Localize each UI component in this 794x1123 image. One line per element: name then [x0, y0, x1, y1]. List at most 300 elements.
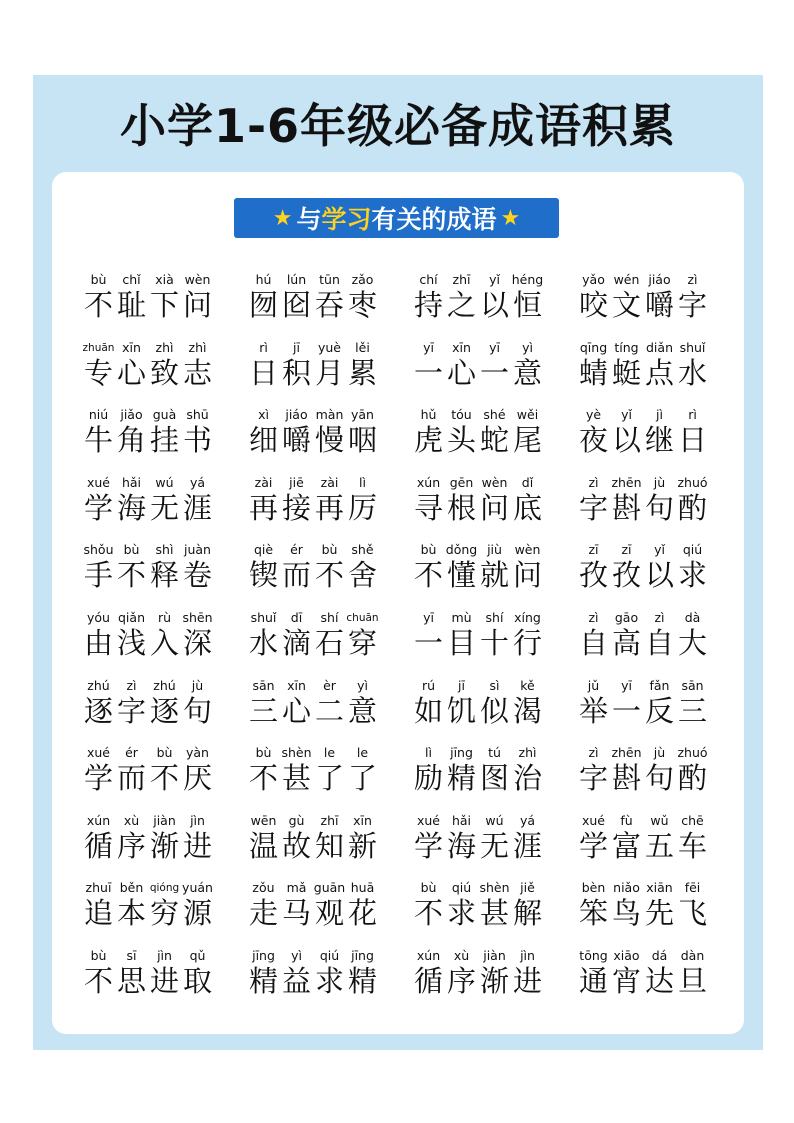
pinyin: zhī	[452, 272, 471, 287]
idiom-characters	[247, 475, 379, 525]
pinyin: zhuān	[82, 341, 115, 354]
character-cell	[445, 813, 478, 863]
hanzi: 思	[116, 964, 146, 998]
character-cell	[115, 542, 148, 592]
character-cell	[412, 407, 445, 457]
pinyin: xīn	[122, 339, 141, 355]
character-cell	[643, 948, 676, 998]
hanzi: 五	[644, 828, 674, 863]
pinyin: jìn	[157, 948, 172, 963]
character-cell	[577, 880, 610, 930]
hanzi: 渐	[479, 964, 509, 998]
pinyin: bèn	[581, 880, 606, 896]
pinyin: zhú	[153, 677, 176, 693]
idiom-characters	[247, 745, 379, 795]
character-cell	[115, 610, 148, 660]
hanzi: 耻	[116, 288, 146, 322]
character-cell	[412, 813, 445, 863]
character-cell	[412, 880, 445, 930]
pinyin: jìn	[190, 812, 205, 828]
hanzi: 益	[281, 964, 311, 998]
pinyin: sān	[681, 677, 704, 693]
pinyin: jī	[293, 339, 300, 355]
idiom-characters	[577, 745, 709, 795]
character-cell	[181, 407, 214, 457]
character-cell	[676, 542, 709, 592]
hanzi: 以	[611, 423, 641, 458]
idiom-item	[247, 542, 387, 600]
idiom-item	[412, 948, 552, 1006]
hanzi: 一	[413, 355, 443, 390]
pinyin: fēi	[684, 880, 701, 896]
hanzi: 取	[182, 964, 212, 998]
hanzi: 意	[347, 693, 377, 728]
idiom-characters	[412, 813, 544, 863]
character-cell	[280, 542, 313, 592]
character-cell	[577, 475, 610, 525]
hanzi: 不	[314, 558, 344, 593]
hanzi: 花	[347, 896, 377, 931]
pinyin: yuè	[317, 339, 341, 355]
pinyin: yuán	[182, 880, 213, 896]
character-cell	[610, 948, 643, 998]
pinyin: xún	[416, 474, 441, 490]
idiom-item	[577, 407, 717, 465]
pinyin: rú	[421, 677, 436, 693]
idiom-item	[82, 813, 222, 871]
pinyin: guà	[152, 407, 177, 423]
character-cell	[643, 475, 676, 525]
character-cell	[313, 678, 346, 728]
pinyin: bù	[420, 542, 437, 558]
hanzi: 车	[677, 828, 707, 863]
character-cell	[346, 475, 379, 525]
character-cell	[82, 678, 115, 728]
pinyin: jī	[458, 677, 465, 693]
hanzi: 字	[578, 761, 608, 796]
pinyin: zhì	[155, 339, 174, 355]
hanzi: 观	[314, 896, 344, 931]
pinyin: kě	[520, 677, 535, 693]
character-cell	[82, 542, 115, 592]
pinyin: chí	[419, 272, 438, 287]
pinyin: zhì	[518, 745, 537, 761]
character-cell	[82, 948, 115, 998]
pinyin: dá	[651, 948, 668, 963]
hanzi: 似	[479, 693, 509, 728]
idiom-item	[577, 813, 717, 871]
character-cell	[511, 272, 544, 322]
pinyin: ér	[290, 542, 303, 558]
character-cell	[148, 745, 181, 795]
character-cell	[478, 745, 511, 795]
pinyin: dǐ	[521, 474, 534, 490]
hanzi: 一	[479, 355, 509, 390]
idiom-item	[82, 610, 222, 668]
hanzi: 厉	[347, 490, 377, 525]
pinyin: xù	[123, 812, 140, 828]
hanzi: 二	[314, 693, 344, 728]
idiom-item	[412, 272, 552, 330]
character-cell	[346, 678, 379, 728]
character-cell	[610, 340, 643, 390]
pinyin: shuǐ	[250, 610, 277, 625]
character-cell	[577, 678, 610, 728]
character-cell	[676, 880, 709, 930]
hanzi: 牛	[83, 423, 113, 458]
star-icon-left: ★	[272, 205, 293, 231]
character-cell	[247, 610, 280, 660]
idiom-characters	[577, 407, 709, 457]
character-cell	[148, 407, 181, 457]
idiom-characters	[412, 340, 544, 390]
hanzi: 求	[446, 896, 476, 931]
hanzi: 日	[248, 355, 278, 390]
character-cell	[346, 610, 379, 660]
pinyin: lěi	[355, 339, 370, 355]
idiom-characters	[577, 340, 709, 390]
hanzi: 本	[116, 896, 146, 931]
hanzi: 问	[182, 288, 212, 322]
idiom-characters	[82, 407, 214, 457]
pinyin: tóu	[451, 407, 472, 423]
hanzi: 鸟	[611, 896, 641, 931]
hanzi: 致	[149, 355, 179, 390]
hanzi: 志	[182, 355, 212, 390]
pinyin: jīng	[450, 745, 473, 761]
idiom-characters	[247, 340, 379, 390]
hanzi: 嚼	[281, 423, 311, 458]
pinyin: huā	[350, 880, 375, 896]
pinyin: bù	[156, 745, 173, 761]
character-cell	[247, 880, 280, 930]
idiom-item	[412, 407, 552, 465]
pinyin: gù	[288, 812, 305, 828]
character-cell	[280, 745, 313, 795]
hanzi: 以	[644, 558, 674, 593]
pinyin: yá	[519, 812, 536, 828]
idiom-characters	[82, 745, 214, 795]
pinyin: lì	[425, 745, 432, 761]
idiom-characters	[577, 272, 709, 322]
hanzi: 如	[413, 693, 443, 728]
hanzi: 无	[479, 828, 509, 863]
idiom-item	[412, 340, 552, 398]
hanzi: 求	[314, 964, 344, 998]
pinyin: xún	[416, 948, 441, 963]
pinyin: shì	[155, 542, 174, 558]
character-cell	[445, 340, 478, 390]
idiom-characters	[247, 813, 379, 863]
character-cell	[313, 813, 346, 863]
pinyin: yè	[585, 407, 602, 423]
character-cell	[313, 542, 346, 592]
hanzi: 渐	[149, 828, 179, 863]
hanzi: 自	[578, 626, 608, 660]
pinyin: wú	[485, 812, 504, 828]
hanzi: 富	[611, 828, 641, 863]
character-cell	[445, 880, 478, 930]
character-cell	[445, 475, 478, 525]
hanzi: 而	[281, 558, 311, 593]
pinyin: jù	[653, 745, 666, 761]
idiom-characters	[412, 745, 544, 795]
hanzi: 枣	[347, 288, 377, 322]
idiom-item	[82, 340, 222, 398]
character-cell	[181, 813, 214, 863]
idiom-characters	[412, 948, 544, 998]
hanzi: 不	[83, 288, 113, 322]
pinyin: wén	[613, 272, 640, 287]
pinyin: zhēn	[611, 745, 642, 761]
hanzi: 海	[446, 828, 476, 863]
character-cell	[346, 542, 379, 592]
hanzi: 句	[182, 693, 212, 728]
hanzi: 酌	[677, 490, 707, 525]
pinyin: dǒng	[445, 542, 478, 558]
pinyin: jīng	[351, 948, 374, 963]
pinyin: bù	[255, 745, 272, 761]
pinyin: bù	[90, 272, 107, 287]
hanzi: 学	[83, 761, 113, 796]
idiom-item	[247, 948, 387, 1006]
idiom-characters	[412, 678, 544, 728]
hanzi: 精	[446, 761, 476, 796]
pinyin: zì	[687, 272, 698, 287]
hanzi: 水	[677, 355, 707, 390]
idiom-item	[577, 880, 717, 938]
character-cell	[511, 813, 544, 863]
character-cell	[148, 948, 181, 998]
pinyin: xīn	[452, 339, 471, 355]
pinyin: zī	[621, 542, 632, 558]
idiom-item	[82, 678, 222, 736]
pinyin: zì	[588, 474, 599, 490]
character-cell	[610, 745, 643, 795]
character-cell	[412, 542, 445, 592]
pinyin: rì	[259, 339, 268, 355]
pinyin: qǔ	[189, 948, 206, 963]
hanzi: 日	[677, 423, 707, 458]
character-cell	[247, 340, 280, 390]
character-cell	[313, 272, 346, 322]
character-cell	[610, 610, 643, 660]
idiom-item	[577, 745, 717, 803]
hanzi: 追	[83, 896, 113, 931]
pinyin: shū	[186, 407, 209, 423]
hanzi: 恒	[512, 288, 542, 322]
hanzi: 再	[248, 490, 278, 525]
pinyin: shé	[483, 407, 506, 423]
idiom-characters	[577, 813, 709, 863]
character-cell	[181, 745, 214, 795]
pinyin: diǎn	[646, 339, 673, 355]
character-cell	[247, 813, 280, 863]
hanzi: 穷	[149, 896, 179, 931]
hanzi: 寻	[413, 490, 443, 525]
hanzi: 虎	[413, 423, 443, 458]
pinyin: xún	[86, 812, 111, 828]
hanzi: 慢	[314, 423, 344, 458]
idiom-item	[82, 475, 222, 533]
character-cell	[115, 340, 148, 390]
character-cell	[511, 340, 544, 390]
idiom-item	[577, 948, 717, 1006]
hanzi: 学	[413, 828, 443, 863]
character-cell	[643, 340, 676, 390]
idiom-characters	[577, 678, 709, 728]
character-cell	[346, 813, 379, 863]
character-cell	[511, 678, 544, 728]
idiom-item	[247, 475, 387, 533]
pinyin: zài	[320, 474, 339, 490]
pinyin: jiàn	[153, 812, 176, 828]
hanzi: 咬	[578, 288, 608, 322]
pinyin: qiǎn	[118, 610, 145, 625]
pinyin: mǎ	[286, 880, 307, 896]
character-cell	[610, 407, 643, 457]
pinyin: shèn	[479, 880, 510, 896]
pinyin: rù	[157, 610, 172, 625]
hanzi: 蛇	[479, 423, 509, 458]
pinyin: xiān	[646, 880, 673, 896]
pinyin: yǐ	[621, 407, 632, 423]
pinyin: xīn	[287, 677, 306, 693]
character-cell	[445, 948, 478, 998]
hanzi: 之	[446, 288, 476, 322]
character-cell	[148, 475, 181, 525]
hanzi: 不	[248, 761, 278, 796]
pinyin: héng	[511, 272, 544, 287]
pinyin: zhú	[87, 677, 110, 693]
pinyin: zhuó	[677, 745, 708, 761]
character-cell	[280, 813, 313, 863]
character-cell	[148, 542, 181, 592]
pinyin: niǎo	[613, 880, 640, 896]
character-cell	[115, 475, 148, 525]
pinyin: yá	[189, 474, 206, 490]
hanzi: 目	[446, 626, 476, 660]
character-cell	[610, 880, 643, 930]
idiom-characters	[577, 475, 709, 525]
pinyin: xiāo	[613, 948, 640, 963]
pinyin: yī	[621, 677, 632, 693]
character-cell	[676, 610, 709, 660]
pinyin: wèn	[514, 542, 541, 558]
hanzi: 逐	[149, 693, 179, 728]
hanzi: 入	[149, 626, 179, 660]
character-cell	[478, 678, 511, 728]
hanzi: 三	[677, 693, 707, 728]
character-cell	[478, 880, 511, 930]
pinyin: le	[356, 745, 369, 761]
character-cell	[148, 813, 181, 863]
character-cell	[676, 340, 709, 390]
hanzi: 解	[512, 896, 542, 931]
hanzi: 海	[116, 490, 146, 525]
hanzi: 不	[413, 558, 443, 593]
pinyin: fù	[620, 812, 633, 828]
pinyin: zì	[588, 610, 599, 625]
pinyin: ér	[125, 745, 138, 761]
pinyin: zī	[588, 542, 599, 558]
idiom-characters	[82, 272, 214, 322]
hanzi: 学	[83, 490, 113, 525]
character-cell	[511, 542, 544, 592]
pinyin: xià	[155, 272, 174, 287]
pinyin: yì	[291, 948, 302, 963]
character-cell	[445, 745, 478, 795]
pinyin: tūn	[319, 272, 340, 287]
pinyin: shèn	[281, 745, 312, 761]
hanzi: 涯	[182, 490, 212, 525]
hanzi: 点	[644, 355, 674, 390]
character-cell	[412, 340, 445, 390]
character-cell	[577, 610, 610, 660]
character-cell	[115, 272, 148, 322]
pinyin: wèn	[184, 272, 211, 287]
idiom-characters	[82, 340, 214, 390]
idiom-item	[82, 880, 222, 938]
hanzi: 问	[479, 490, 509, 525]
character-cell	[478, 475, 511, 525]
idiom-item	[577, 272, 717, 330]
pinyin: dī	[290, 610, 303, 625]
character-cell	[115, 407, 148, 457]
hanzi: 图	[479, 761, 509, 796]
idiom-characters	[412, 407, 544, 457]
hanzi: 舍	[347, 558, 377, 593]
hanzi: 孜	[578, 558, 608, 593]
pinyin: shí	[320, 610, 339, 625]
idiom-item	[82, 272, 222, 330]
hanzi: 锲	[248, 558, 278, 593]
character-cell	[346, 880, 379, 930]
pinyin: mù	[451, 610, 472, 625]
hanzi: 心	[116, 355, 146, 390]
pinyin: gēn	[449, 474, 474, 490]
character-cell	[82, 880, 115, 930]
hanzi: 句	[644, 761, 674, 796]
hanzi: 十	[479, 626, 509, 660]
hanzi: 励	[413, 761, 443, 796]
idiom-characters	[577, 880, 709, 930]
character-cell	[511, 475, 544, 525]
hanzi: 接	[281, 490, 311, 525]
idiom-item	[412, 880, 552, 938]
pinyin: jù	[191, 677, 204, 693]
idiom-item	[247, 813, 387, 871]
character-cell	[511, 948, 544, 998]
pinyin: lì	[359, 474, 366, 490]
character-cell	[313, 880, 346, 930]
idiom-item	[247, 880, 387, 938]
pinyin: yàn	[186, 745, 209, 761]
character-cell	[610, 272, 643, 322]
character-cell	[643, 407, 676, 457]
pinyin: xù	[453, 948, 470, 963]
hanzi: 囵	[281, 288, 311, 322]
idiom-item	[82, 948, 222, 1006]
idiom-item	[82, 542, 222, 600]
idiom-item	[412, 813, 552, 871]
idiom-characters	[247, 542, 379, 592]
character-cell	[115, 948, 148, 998]
hanzi: 循	[83, 828, 113, 863]
hanzi: 渴	[512, 693, 542, 728]
subtitle-highlight: 学习	[321, 205, 372, 234]
hanzi: 再	[314, 490, 344, 525]
